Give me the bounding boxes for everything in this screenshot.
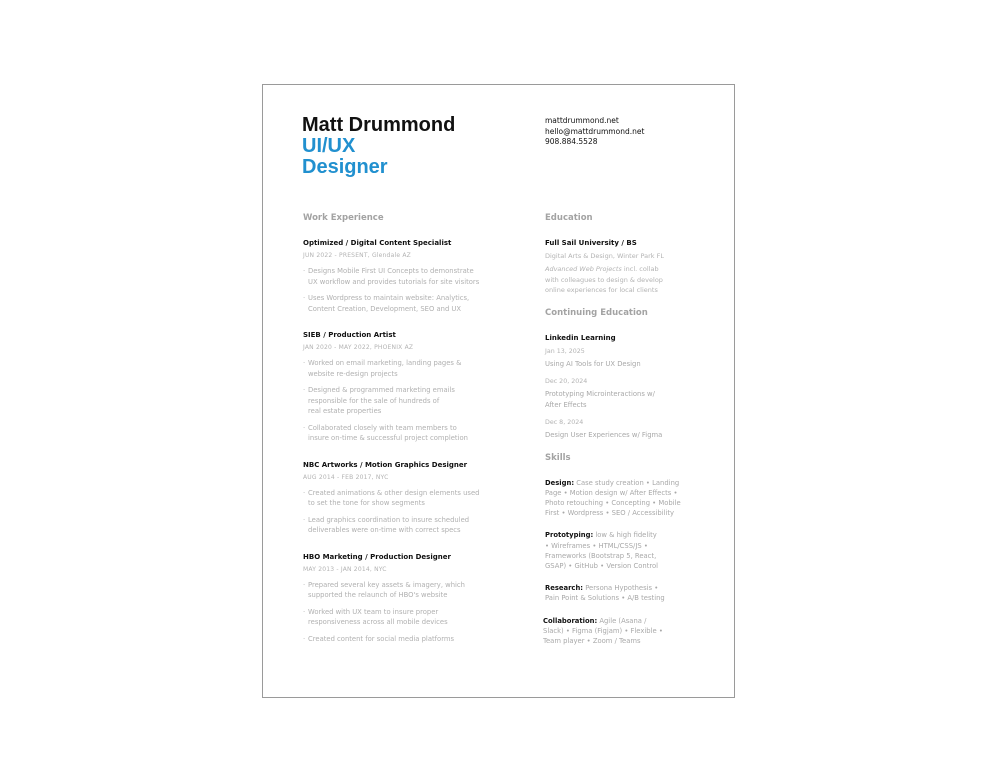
job-bullet: · Created content for social media platforms [303,634,523,645]
work-experience-column [303,213,523,644]
skill-label: Research: [545,584,584,593]
skills-title: Skills [545,452,571,463]
job-entry [303,330,523,444]
role-line-1: UI/UX [302,135,356,157]
skill-label: Collaboration: [543,616,598,625]
phone-number: 908.884.5528 [545,137,598,146]
skill-label: Prototyping: [545,531,594,540]
contact-block [545,116,644,148]
job-bullet: · Uses Wordpress to maintain website: Analytics, Content Creation, Development, SEO and UX [303,293,523,314]
job-bullet: · Prepared several key assets & imagery, which supported the relaunch of HBO's website [303,580,523,601]
job-entry [303,238,523,314]
skill-group-collaboration [543,616,695,647]
education-title: Education [545,213,593,223]
skill-text: Agile (Asana / Slack) • Figma (Figjam) • Flexible • Team player • Zoom / Teams [543,616,663,645]
skill-text: Persona Hypothesis • Pain Point & Solutions • A/B testing [545,584,665,603]
education-entry [545,238,695,296]
job-bullet: · Lead graphics coordination to insure scheduled deliverables were on-time with correct specs [303,515,523,536]
job-entry [303,460,523,536]
job-bullet: · Created animations & other design elements used to set the tone for show segments [303,488,523,509]
skill-group-prototyping [545,530,695,571]
continuing-education-title: Continuing Education [545,307,648,318]
job-bullet: · Designed & programmed marketing emails responsible for the sale of hundreds of real estate properties [303,385,523,417]
course-provider: Linkedin Learning [545,333,616,342]
continuing-education-entry [545,333,695,441]
job-title: SIEB / Production Artist [303,331,396,339]
role-line-2: Designer [302,156,388,178]
skill-text: Case study creation • Landing Page • Motion design w/ After Effects • Photo retouching • Concepting • Mobile First • Wordpress • SEO / Accessibility [545,478,681,518]
course-date: Dec 20, 2024 [545,378,588,385]
skill-group-research [545,583,695,603]
job-title: HBO Marketing / Production Designer [303,552,451,561]
education-skills-column [545,213,695,646]
work-experience-title: Work Experience [303,213,384,223]
course-name: Prototyping Microinteractions w/ After Effects [545,390,655,409]
job-date: JAN 2020 - MAY 2022, PHOENIX AZ [303,344,414,351]
website-link[interactable]: mattdrummond.net [545,116,619,125]
job-date: JUN 2022 - PRESENT, Glendale AZ [303,252,411,259]
job-title: NBC Artworks / Motion Graphics Designer [303,460,468,469]
job-bullet: · Worked on email marketing, landing pages & website re-design projects [303,358,523,379]
name-heading: Matt Drummond [302,114,456,136]
program-name: Digital Arts & Design, Winter Park FL [545,252,664,260]
course-name: Using AI Tools for UX Design [545,359,641,368]
email-link[interactable]: hello@mattdrummond.net [545,126,645,136]
course-date: Dec 8, 2024 [545,419,584,426]
skill-label: Design: [545,478,575,487]
education-desc-italic: Advanced Web Projects [545,265,622,273]
course-date: Jan 13, 2025 [545,347,585,355]
skill-text: low & high fidelity • Wireframes • HTML/CSS/JS • Frameworks (Bootstrap 5, React, GSAP) • GitHub • Version Control [545,531,659,570]
course-name: Design User Experiences w/ Figma [545,431,663,439]
education-description [545,264,695,296]
resume-page [262,84,735,698]
job-bullet: · Designs Mobile First UI Concepts to demonstrate UX workflow and provides tutorials for site visitors [303,266,523,287]
skill-group-design [545,478,695,519]
job-entry [303,552,523,645]
job-bullet: · Collaborated closely with team members to insure on-time & successful project completion [303,423,523,444]
education-desc-rest: incl. collab with colleagues to design & develop online experiences for local clients [545,265,663,294]
job-date: AUG 2014 - FEB 2017, NYC [303,473,389,481]
role-heading [302,136,388,178]
school-name: Full Sail University / BS [545,239,637,247]
job-bullet: · Worked with UX team to insure proper responsiveness across all mobile devices [303,607,523,628]
job-date: MAY 2013 - JAN 2014, NYC [303,565,387,573]
job-title: Optimized / Digital Content Specialist [303,239,452,247]
